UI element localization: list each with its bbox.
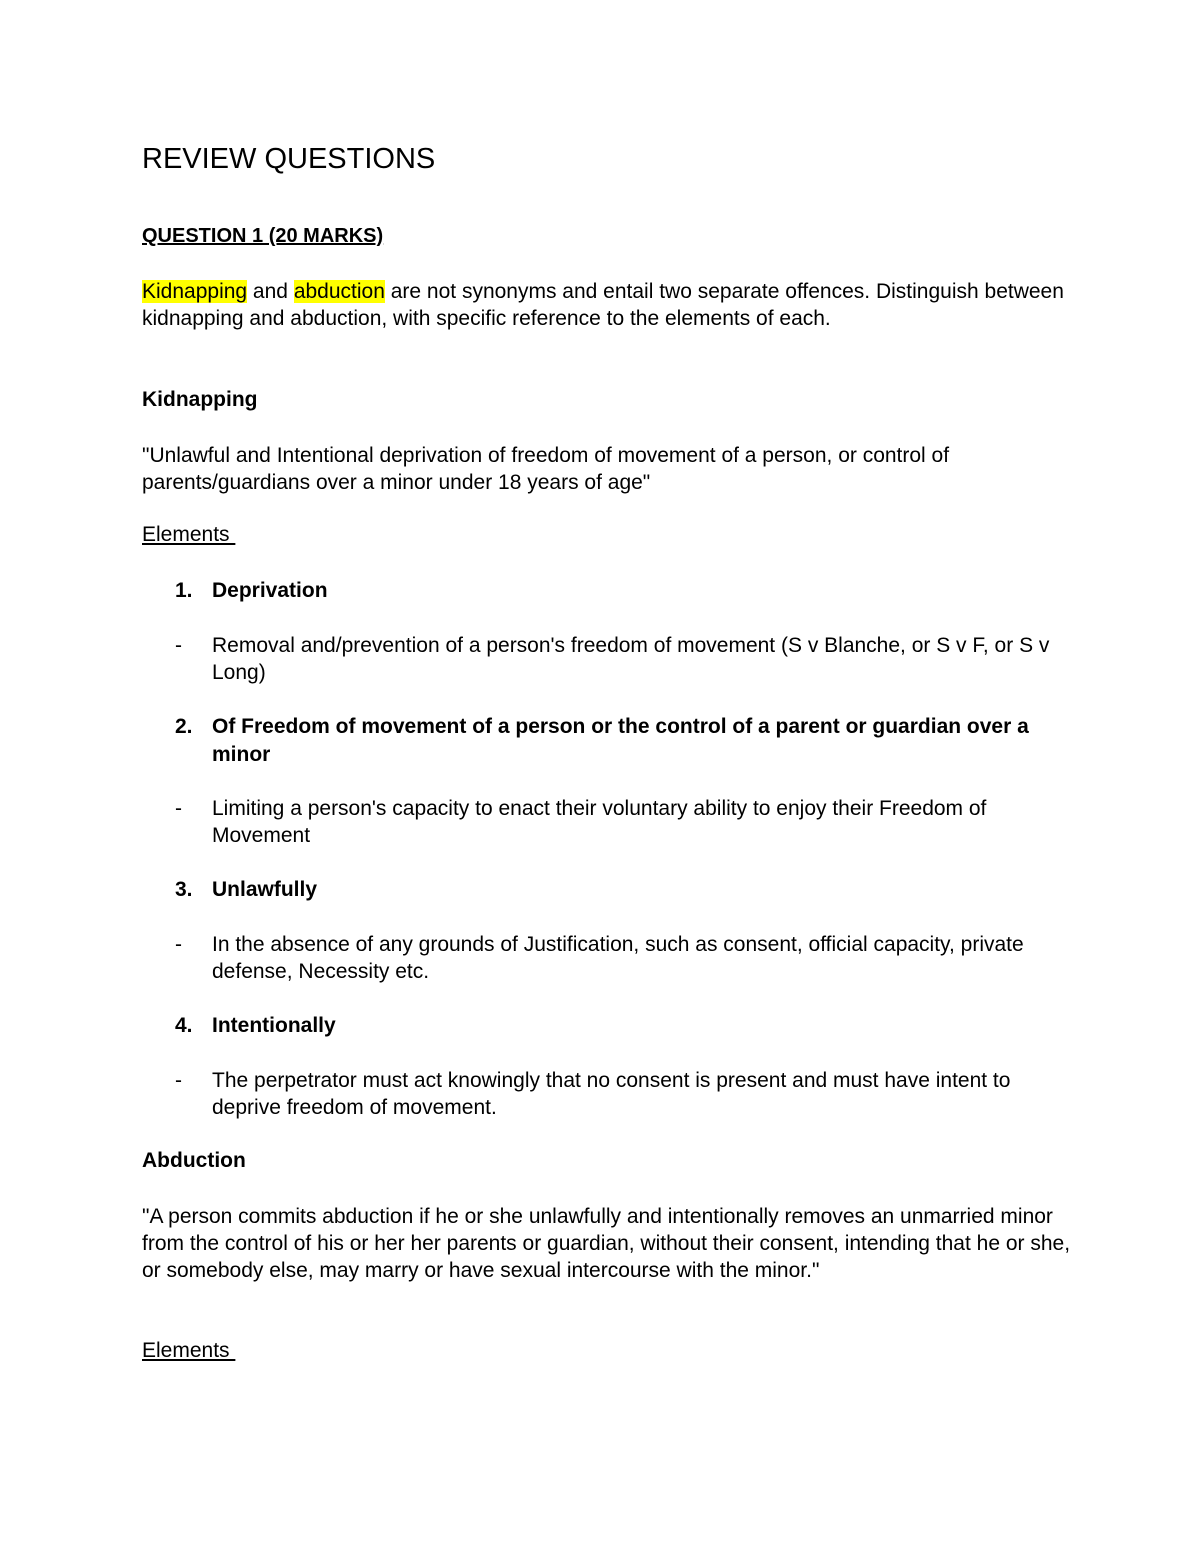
dash-bullet: -: [175, 797, 182, 820]
intro-connector: and: [247, 280, 294, 303]
element-number: 1.: [175, 579, 193, 602]
element-detail: [175, 1067, 1055, 1121]
element-item: [175, 577, 1055, 605]
dash-bullet: -: [175, 634, 182, 657]
element-number: 2.: [175, 715, 193, 738]
element-title: Intentionally: [212, 1014, 336, 1037]
element-item: [175, 1012, 1055, 1040]
element-detail-text: In the absence of any grounds of Justification, such as consent, official capacity, private defense, Necessity etc.: [212, 933, 1024, 983]
dash-bullet: -: [175, 1069, 182, 1092]
element-detail-text: Limiting a person's capacity to enact their voluntary ability to enjoy their Freedom of Movement: [212, 797, 987, 847]
kidnapping-elements-label: Elements: [142, 523, 236, 546]
highlight-abduction: abduction: [293, 280, 385, 303]
kidnapping-heading: Kidnapping: [142, 388, 258, 411]
document-title: REVIEW QUESTIONS: [142, 143, 436, 175]
kidnapping-definition: "Unlawful and Intentional deprivation of freedom of movement of a person, or control of parents/guardians over a minor under 18 years of age": [142, 444, 950, 494]
element-item: [175, 876, 1055, 904]
abduction-heading: Abduction: [142, 1149, 246, 1172]
element-number: 4.: [175, 1014, 193, 1037]
highlight-kidnapping: Kidnapping: [142, 280, 248, 303]
element-detail: [175, 795, 1055, 849]
element-title: Unlawfully: [212, 878, 318, 901]
dash-bullet: -: [175, 933, 182, 956]
question-heading: QUESTION 1 (20 MARKS): [142, 225, 384, 247]
element-item: [175, 713, 1055, 769]
intro-rest: are not synonyms and entail two separate offences. Distinguish between kidnapping and abduction, with specific reference to the elements of each.: [142, 280, 1064, 330]
abduction-definition: "A person commits abduction if he or she unlawfully and intentionally removes an unmarried minor from the control of his or her her parents or guardian, without their consent, intending that he or she, or somebody else, may marry or have sexual intercourse with the minor.": [142, 1205, 1071, 1282]
abduction-elements-label: Elements: [142, 1339, 236, 1362]
element-title: Deprivation: [212, 579, 328, 602]
element-detail-text: The perpetrator must act knowingly that no consent is present and must have intent to deprive freedom of movement.: [212, 1069, 1011, 1119]
question-prompt: [142, 278, 1072, 332]
element-detail: [175, 632, 1055, 686]
element-detail: [175, 931, 1055, 985]
element-detail-text: Removal and/prevention of a person's freedom of movement (S v Blanche, or S v F, or S v Long): [212, 634, 1050, 684]
element-number: 3.: [175, 878, 193, 901]
element-title: Of Freedom of movement of a person or the control of a parent or guardian over a minor: [212, 715, 1029, 766]
